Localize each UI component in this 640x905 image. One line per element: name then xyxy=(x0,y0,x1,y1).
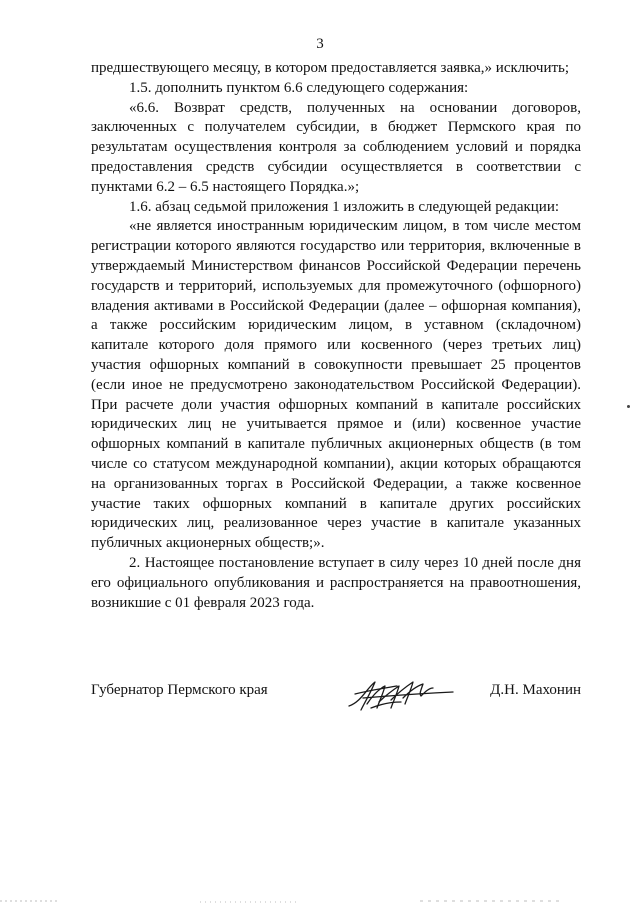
paragraph-offshore-clause: «не является иностранным юридическим лицом, в том числе местом регистрации которого являются государство или территория, включенные в утверждаемый Министерством финансов Российской Федерации перечень государств и территорий, используемых для промежуточного (офшорного) владения активами в Российской Федерации (далее – офшорная компания), а также российским юридическим лицом, в уставном (складочном) капитале которого доля прямого или косвенного (через третьих лиц) участия офшорных компаний в совокупности превышает 25 процентов (если иное не предусмотрено законодательством Российской Федерации). При расчете доли участия офшорных компаний в капитале российских юридических лиц не учитывается прямое и (или) косвенное участие офшорных компаний в капитале публичных акционерных обществ (в том числе со статусом международной компании), акции которых обращаются на организованных торгах в Российской Федерации, а также косвенное участие таких офшорных компаний в капитале других российских юридических лиц, реализованное через участие в капитале указанных публичных акционерных обществ;». xyxy=(91,218,581,552)
paragraph-item-2: 2. Настоящее постановление вступает в силу через 10 дней после дня его официального опубликования и распространяется на правоотношения, возникшие с 01 февраля 2023 года. xyxy=(91,554,581,611)
paragraph-clause-6-6: «6.6. Возврат средств, полученных на основании договоров, заключенных с получателем субсидии, в бюджет Пермского края по результатам осуществления контроля за соблюдением условий и порядка предоставления средств субсидии осуществляется в соответствии с пунктами 6.2 – 6.5 настоящего Порядка.»; xyxy=(91,99,581,195)
paragraph-continuation: предшествующего месяцу, в котором предоставляется заявка,» исключить; xyxy=(91,60,570,76)
handwritten-signature xyxy=(341,674,461,714)
paragraph-item-1-6: 1.6. абзац седьмой приложения 1 изложить в следующей редакции: xyxy=(129,198,560,215)
signer-position: Губернатор Пермского края xyxy=(91,682,268,698)
scan-speck xyxy=(627,405,630,408)
page-number: 3 xyxy=(316,36,324,52)
scan-bottom-edge xyxy=(0,897,640,905)
signer-name: Д.Н. Махонин xyxy=(490,682,581,698)
document-body xyxy=(91,59,581,613)
signature-block xyxy=(91,682,581,714)
paragraph-item-1-5: 1.5. дополнить пунктом 6.6 следующего содержания: xyxy=(129,79,469,96)
